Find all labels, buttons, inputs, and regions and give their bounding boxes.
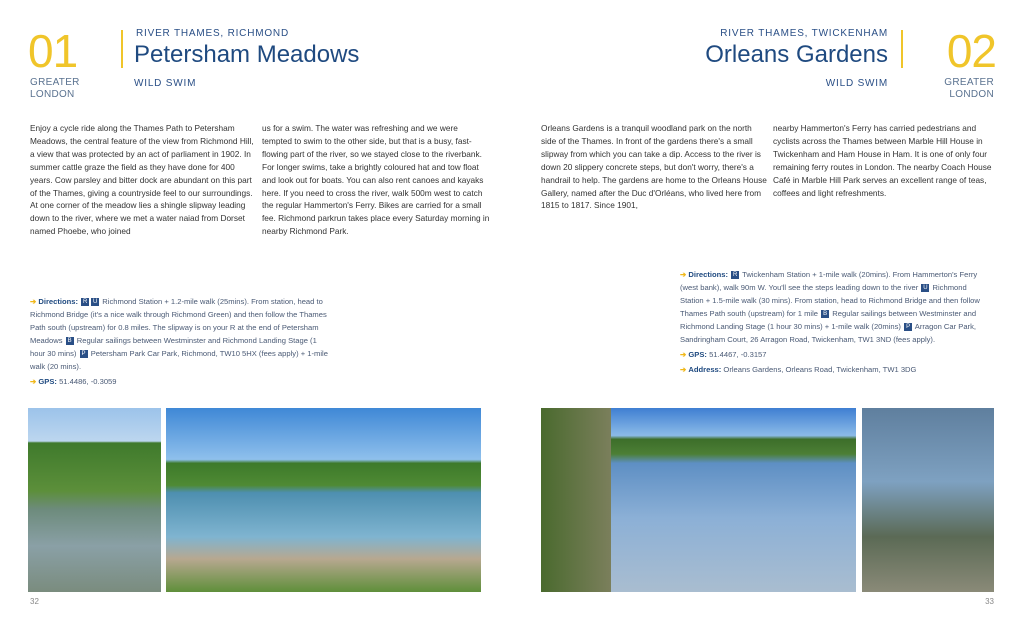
page-number: 33 — [985, 597, 994, 606]
address: ➔ Address: Orleans Gardens, Orleans Road, Twickenham, TW1 3DG — [680, 365, 917, 374]
divider — [121, 30, 123, 68]
page-number: 32 — [30, 597, 39, 606]
directions: ➔ Directions: R Twickenham Station + 1-mile walk (20mins). From Hammerton's Ferry (west bank), walk 90m W. You'll see the steps leading down to the river U Richmond Station + 1.5-mile walk (30 mins). From station, head to Richmond Bridge and then follow Thames Path south (upstream) for 1 mile B Regular sailings between Westminster and Richmond Landing Stage (1 hour 30 mins) + 1-mile walk (20mins) P Arragon Car Park, Sandringham Court, 26 Arragon Road, Twickenham, TW1 3ND (fees apply). ➔ GPS: 51.4467, -0.3157 ➔ Address: Orleans Gardens, Orleans Road, Twickenham, TW1 3DG — [680, 268, 992, 376]
parking-icon: P — [81, 351, 86, 357]
page-title: Orleans Gardens — [705, 41, 888, 68]
body-column-2: us for a swim. The water was refreshing and we were tempted to swim to the other side, but that is a busy, fast-flowing part of the river, so we stayed close to the riverbank. For longer swims, take a brightly coloured hat and tow float and look out for boats. You can also rent canoes and kayaks here. If you need to cross the river, walk 500m west to catch the regular Hammerton's Ferry. Bikes are carried for a small fee. Richmond parkrun takes place every Saturday morning in nearby Richmond Park. — [262, 123, 490, 237]
arrow-icon: ➔ — [680, 270, 687, 279]
photo-swimmers-steps — [862, 408, 994, 592]
gps: ➔ GPS: 51.4486, -0.3059 — [30, 377, 117, 386]
body-column-2: nearby Hammerton's Ferry has carried pedestrians and cyclists across the Thames between Marble Hill House in Twickenham and Ham House in Ham. It is one of only four remaining ferry routes in London. The nearby Coach House Café in Marble Hill Park serves an excellent range of teas, coffees and light refreshments. — [773, 123, 992, 198]
rail-icon: R — [733, 272, 738, 278]
gps: ➔ GPS: 51.4467, -0.3157 — [680, 350, 767, 359]
arrow-icon: ➔ — [30, 297, 37, 306]
parking-icon: P — [906, 324, 911, 330]
region-label: GREATER LONDON — [944, 77, 994, 100]
tube-icon: U — [93, 299, 98, 305]
location-subtitle: RIVER THAMES, RICHMOND — [136, 28, 289, 39]
site-number: 01 — [28, 25, 78, 77]
photo-swimmer-meadows — [28, 408, 161, 592]
photo-kayaks-river — [166, 408, 481, 592]
body-column-1: Orleans Gardens is a tranquil woodland park on the north side of the Thames. In front of the gardens there's a small slipway from which you can take a dip. Access to the river is down 20 slippery concrete steps, but don't worry, there's a handrail to help. The gardens are home to the Orleans House Gallery, named after the Duc d'Orléans, who lived here from 1815 to 1817. Since 1901, — [541, 123, 767, 211]
activity-type: WILD SWIM — [825, 78, 888, 89]
boat-icon: B — [67, 338, 72, 344]
directions: ➔ Directions: R U Richmond Station + 1.2-mile walk (25mins). From station, head to Richmond Bridge (it's a nice walk through Richmond Green) and then follow the Thames Path south (upstream) for 0.8 miles. The slipway is on your R at the end of Petersham Meadows B Regular sailings between Westminster and Richmond Landing Stage (1 hour 30 mins) P Petersham Park Car Park, Richmond, TW10 5HX (fees apply) + 1-mile walk (20 mins). ➔ GPS: 51.4486, -0.3059 — [30, 295, 330, 388]
region-label: GREATER LONDON — [30, 77, 80, 100]
tube-icon: U — [923, 285, 928, 291]
activity-type: WILD SWIM — [134, 78, 197, 89]
boat-icon: B — [823, 311, 828, 317]
divider — [901, 30, 903, 68]
photo-slipway-steps — [541, 408, 856, 592]
rail-icon: R — [83, 299, 88, 305]
page-title: Petersham Meadows — [134, 41, 360, 68]
site-number: 02 — [946, 25, 996, 77]
body-column-1: Enjoy a cycle ride along the Thames Path to Petersham Meadows, the central feature of the view from Richmond Hill, a view that was protected by an act of parliament in 1902. In summer cattle graze the field as they have done for 400 years. Cow parsley and bitter dock are abundant on this part of the Thames, giving a countryside feel to our surroundings. At one corner of the meadow lies a shingle slipway leading down to the river, where we met a water naiad from Dorset named Phoebe, who joined — [30, 123, 254, 237]
location-subtitle: RIVER THAMES, TWICKENHAM — [720, 28, 888, 39]
